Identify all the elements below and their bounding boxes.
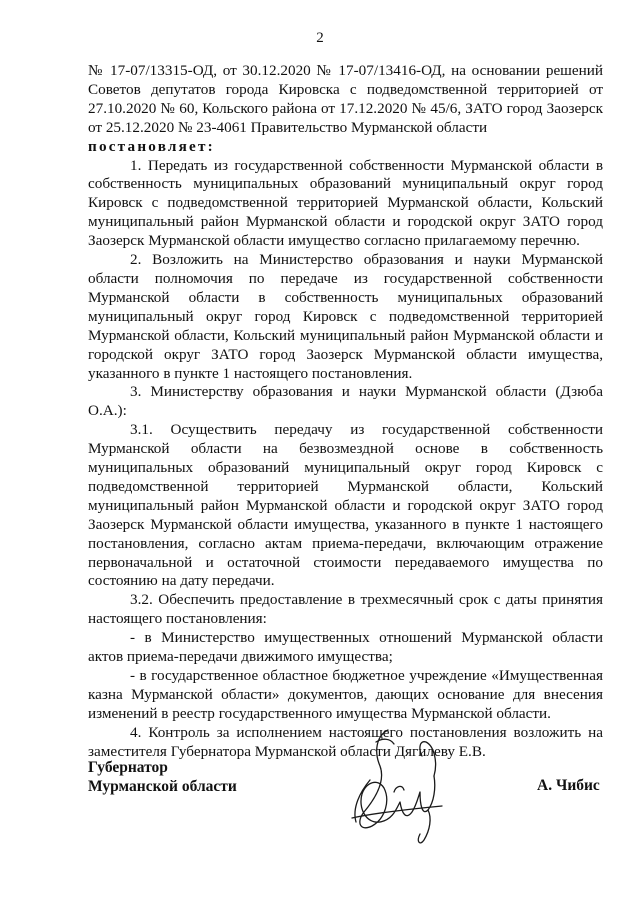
signatory-title-line-1: Губернатор (88, 759, 168, 776)
paragraph-3-2-item-2: - в государственное областное бюджетное учреждение «Имущественная казна Мурманской области» документов, дающих основание для внесения изменений в реестр государственного имущества Мурманской области. (88, 667, 603, 722)
signatory-name: А. Чибис (537, 777, 600, 794)
signatory-title-line-2: Мурманской области (88, 778, 237, 795)
paragraph-3: 3. Министерству образования и науки Мурманской области (Дзюба О.А.): (88, 383, 603, 420)
paragraph-1: 1. Передать из государственной собственности Мурманской области в собственность муниципальных образований муниципальный округ город Кировск с подведомственной территорией Мурманской области, Кольский муниципальный район Мурманской области и городской округ ЗАТО город Заозерск Мурманской области имущество согласно прилагаемому перечню. (88, 156, 603, 250)
paragraph-3-2-item-1: - в Министерство имущественных отношений Мурманской области актов приема-передачи движимого имущества; (88, 629, 603, 666)
paragraph-4: 4. Контроль за исполнением настоящего постановления возложить на заместителя Губернатора Мурманской области Дягилеву Е.В. (88, 723, 603, 760)
decree-word: постановляет: (88, 137, 215, 155)
paragraph-3-1: 3.1. Осуществить передачу из государственной собственности Мурманской области на безвозмездной основе в собственность муниципальных образований муниципальный округ город Кировск с подведомственной территорией Мурманской области, Кольский муниципальный район Мурманской области и городской округ ЗАТО город Заозерск Мурманской области имущества, указанного в пункте 1 настоящего постановления, согласно актам приема-передачи, включающим отражение первоначальной и остаточной стоимости передаваемого имущества по состоянию на дату передачи. (88, 421, 603, 590)
signatory-title (88, 758, 237, 796)
paragraph-3-2: 3.2. Обеспечить предоставление в трехмесячный срок с даты принятия настоящего постановления: (88, 591, 603, 628)
document-body (88, 62, 603, 762)
intro-paragraph: № 17-07/13315-ОД, от 30.12.2020 № 17-07/13416-ОД, на основании решений Советов депутатов города Кировска с подведомственной территорией от 27.10.2020 № 60, Кольского района от 17.12.2020 № 45/6, ЗАТО город Заозерск от 25.12.2020 № 23-4061 Правительство Мурманской области (88, 62, 603, 136)
page-number: 2 (316, 30, 324, 46)
paragraph-2: 2. Возложить на Министерство образования и науки Мурманской области полномочия по передаче из государственной собственности Мурманской области в собственность муниципальных образований муниципальный округ город Кировск с подведомственной территорией Мурманской области, Кольский муниципальный район Мурманской области и городской округ ЗАТО город Заозерск Мурманской области имущества, указанного в пункте 1 настоящего постановления. (88, 251, 603, 382)
handwritten-signature (330, 722, 470, 852)
